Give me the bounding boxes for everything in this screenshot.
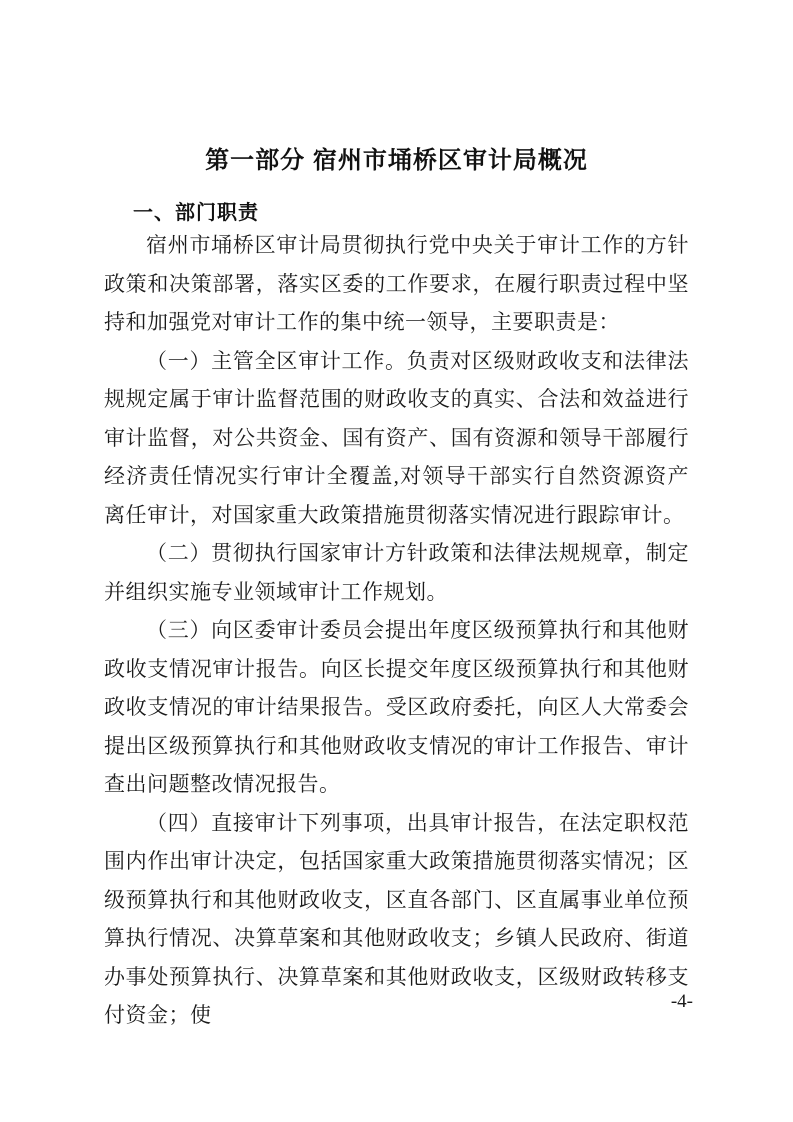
- body-paragraph-duty-2: （二）贯彻执行国家审计方针政策和法律法规规章，制定并组织实施专业领域审计工作规划。: [104, 541, 689, 604]
- body-paragraph-duty-4: （四）直接审计下列事项，出具审计报告，在法定职权范围内作出审计决定，包括国家重大政策措施贯彻落实情况；区级预算执行和其他财政收支，区直各部门、区直属事业单位预算执行情况、决算草案和其他财政收支；乡镇人民政府、街道办事处预算执行、决算草案和其他财政收支，区级财政转移支付资金；使: [104, 810, 689, 1027]
- body-paragraph-duty-1: （一）主管全区审计工作。负责对区级财政收支和法律法规规定属于审计监督范围的财政收支的真实、合法和效益进行审计监督，对公共资金、国有资产、国有资源和领导干部履行经济责任情况实行审计全覆盖,对领导干部实行自然资源资产离任审计，对国家重大政策措施贯彻落实情况进行跟踪审计。: [104, 348, 689, 527]
- page-content: [0, 146, 793, 1035]
- body-paragraph-intro: 宿州市埇桥区审计局贯彻执行党中央关于审计工作的方针政策和决策部署，落实区委的工作要求，在履行职责过程中坚持和加强党对审计工作的集中统一领导，主要职责是：: [104, 233, 689, 334]
- page-number: -4-: [670, 991, 693, 1012]
- body-paragraph-duty-3: （三）向区委审计委员会提出年度区级预算执行和其他财政收支情况审计报告。向区长提交年度区级预算执行和其他财政收支情况的审计结果报告。受区政府委托，向区人大常委会提出区级预算执行和其他财政收支情况的审计工作报告、审计查出问题整改情况报告。: [104, 618, 689, 796]
- body-text: [104, 226, 689, 1035]
- section-heading: 一、部门职责: [133, 202, 259, 224]
- page-title: 第一部分 宿州市埇桥区审计局概况: [205, 147, 588, 174]
